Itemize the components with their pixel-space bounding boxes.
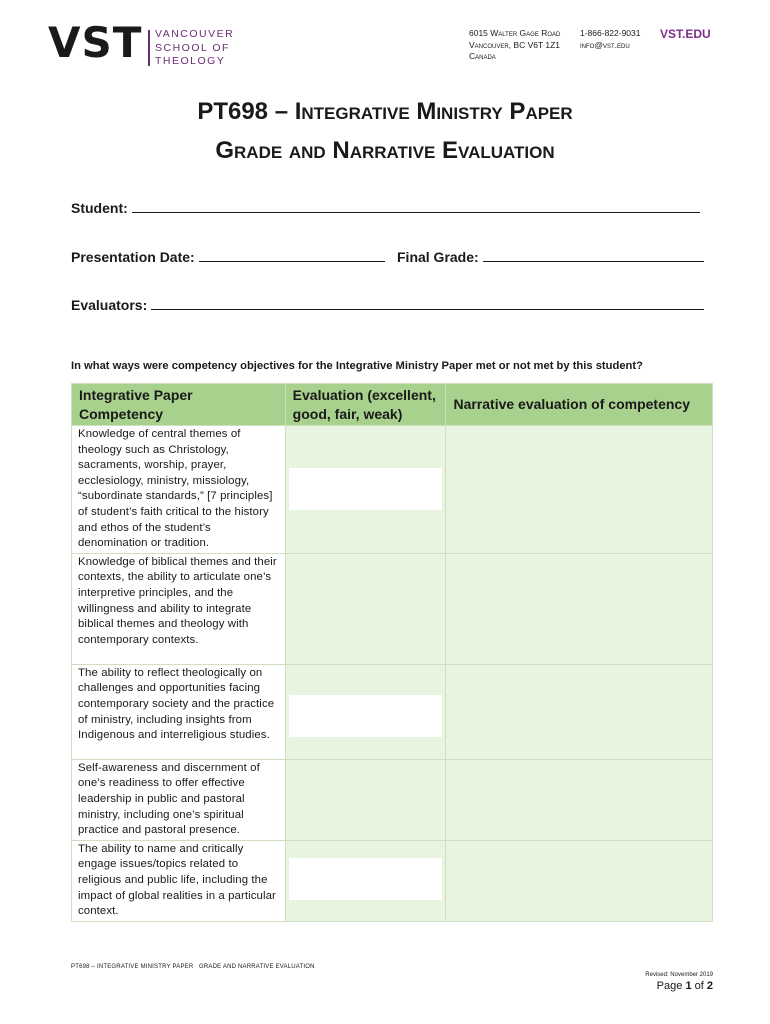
table-row (72, 426, 713, 554)
table-header-row (72, 384, 713, 426)
page-label: Page (656, 980, 683, 992)
school-name (155, 28, 234, 69)
evaluators-input-line[interactable] (151, 297, 704, 310)
narrative-cell[interactable] (446, 840, 713, 921)
competency-table (71, 383, 713, 922)
table-row (72, 553, 713, 664)
narrative-cell[interactable] (446, 426, 713, 554)
page-subtitle: Grade and Narrative Evaluation (215, 137, 555, 164)
logo-divider (148, 30, 150, 66)
footer-document-name (71, 964, 315, 970)
evaluation-cell[interactable] (285, 553, 446, 664)
narrative-cell[interactable] (446, 759, 713, 840)
table-row (72, 664, 713, 759)
final-grade-label: Final Grade: (397, 249, 479, 265)
table-row (72, 840, 713, 921)
final-grade-field (397, 249, 704, 265)
evaluation-cell[interactable] (285, 759, 446, 840)
email-address: info@vst.edu (580, 39, 630, 50)
evaluation-cell[interactable] (285, 426, 446, 554)
competency-text: The ability to name and critically engage issues/topics related to religious and public life, including the impact of global realities in a particular context. (72, 840, 286, 921)
revision-date: Revised: November 2019 (645, 972, 713, 978)
page-number (657, 980, 713, 992)
narrative-cell[interactable] (446, 664, 713, 759)
evaluation-input[interactable] (289, 695, 443, 737)
competency-text: Knowledge of biblical themes and their contexts, the ability to articulate one’s interpretive principles, and the willingness and ability to integrate biblical themes and theology with contemporary contexts. (72, 553, 286, 664)
column-header-competency: Integrative Paper Competency (72, 384, 286, 426)
footer-doc-subtitle: GRADE AND NARRATIVE EVALUATION (199, 964, 315, 970)
column-header-narrative: Narrative evaluation of competency (446, 384, 713, 426)
competency-text: Self-awareness and discernment of one’s readiness to offer effective leadership in public and pastoral ministry, including one’s spiritual practice and pastoral presence. (72, 759, 286, 840)
evaluation-question: In what ways were competency objectives for the Integrative Ministry Paper met or not met by this student? (71, 360, 643, 372)
student-label: Student: (71, 200, 128, 216)
page-title: PT698 – Integrative Ministry Paper (197, 98, 573, 125)
evaluators-field (71, 297, 704, 313)
address-line: Vancouver, BC V6T 1Z1 (469, 39, 561, 50)
competency-text: Knowledge of central themes of theology such as Christology, sacraments, worship, prayer, ecclesiology, ministry, missiology, “subordinate standards,” [7 principles] of student’s faith critical to the history and ethos of the student’s denomination or tradition. (72, 426, 286, 554)
final-grade-input-line[interactable] (483, 249, 704, 262)
address-block (469, 28, 560, 63)
table-row (72, 759, 713, 840)
evaluation-input[interactable] (289, 858, 443, 900)
column-header-evaluation: Evaluation (excellent, good, fair, weak) (285, 384, 446, 426)
footer-doc-title: PT698 – INTEGRATIVE MINISTRY PAPER (71, 964, 194, 970)
page-current: 1 (685, 980, 692, 992)
evaluators-label: Evaluators: (71, 297, 148, 313)
presentation-date-label: Presentation Date: (71, 249, 195, 265)
contact-block (580, 28, 641, 51)
student-input-line[interactable] (132, 200, 700, 213)
page-total: 2 (706, 980, 713, 992)
presentation-date-input-line[interactable] (199, 249, 385, 262)
address-line: 6015 Walter Gage Road (469, 28, 561, 38)
evaluation-cell[interactable] (285, 840, 446, 921)
evaluation-input[interactable] (289, 468, 443, 510)
competency-text: The ability to reflect theologically on challenges and opportunities facing contemporary society and the practice of ministry, including insights from Indigenous and interreligious studies. (72, 664, 286, 759)
page-of: of (694, 980, 704, 992)
presentation-date-field (71, 249, 385, 265)
school-name-line: THEOLOGY (155, 55, 226, 67)
narrative-cell[interactable] (446, 553, 713, 664)
school-name-line: VANCOUVER (155, 28, 235, 40)
student-field (71, 200, 700, 216)
website-link[interactable]: VST.EDU (660, 27, 711, 41)
phone-number: 1-866-822-9031 (580, 28, 641, 38)
vst-logo: VST (48, 18, 143, 67)
evaluation-cell[interactable] (285, 664, 446, 759)
address-line: Canada (469, 51, 496, 61)
school-name-line: SCHOOL OF (155, 41, 230, 54)
letterhead (0, 0, 770, 80)
